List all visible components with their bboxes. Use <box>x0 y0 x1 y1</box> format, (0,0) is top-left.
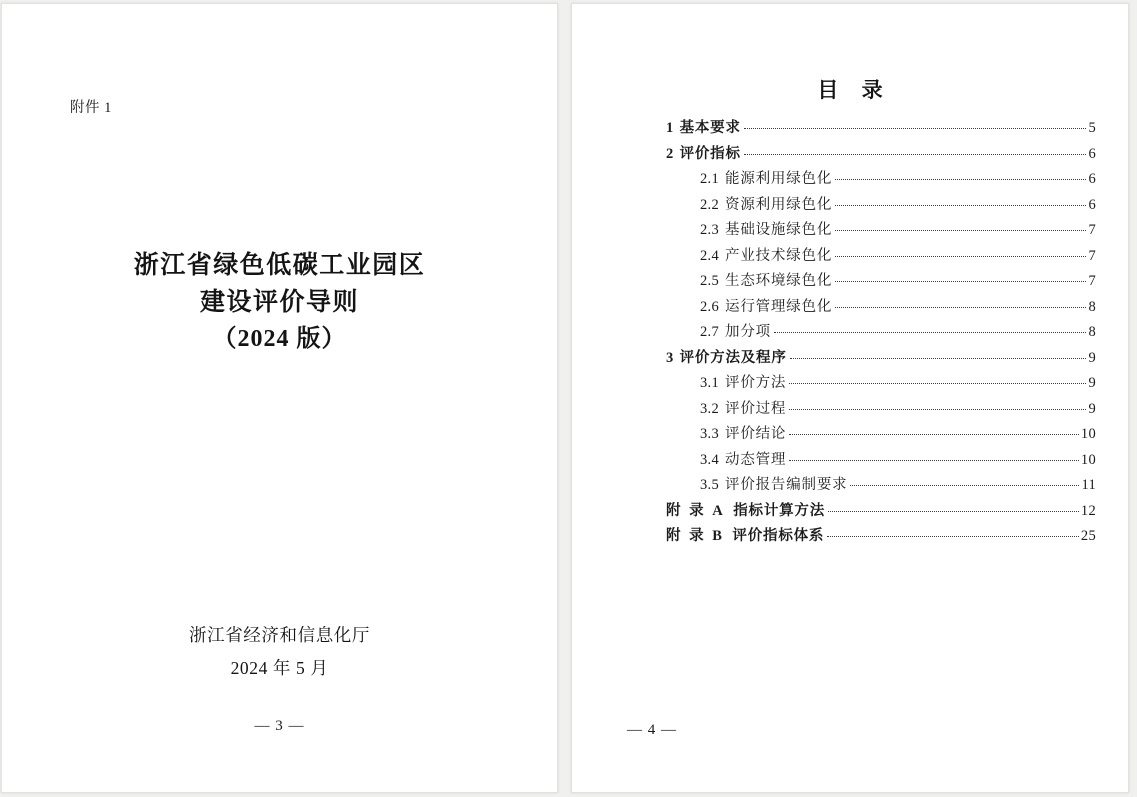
toc-leader-dots <box>835 269 1086 282</box>
toc-entry-title: 产业技术绿色化 <box>725 247 833 264</box>
page-number-right: — 4 — <box>627 722 677 738</box>
toc-entry-title: 评价过程 <box>725 400 787 417</box>
toc-page <box>571 3 1129 793</box>
toc-leader-dots <box>774 320 1087 333</box>
toc-entry[interactable] <box>666 193 1096 219</box>
toc-entry-page: 9 <box>1088 349 1096 366</box>
toc-leader-dots <box>790 345 1087 358</box>
toc-entry-page: 7 <box>1088 247 1096 264</box>
toc-entry-number: 1 <box>666 120 674 136</box>
toc-entry-page: 8 <box>1088 298 1096 315</box>
toc-entry-number: 3 <box>666 349 674 366</box>
toc-leader-dots <box>835 294 1086 307</box>
toc-entry-title: 评价报告编制要求 <box>725 477 848 493</box>
toc-entry-page: 7 <box>1088 273 1096 289</box>
toc-entry-page: 10 <box>1080 426 1096 442</box>
toc-entry-number: 3.3 <box>700 426 720 442</box>
toc-entry[interactable] <box>666 269 1096 295</box>
toc-entry[interactable] <box>666 218 1096 244</box>
toc-entry[interactable] <box>666 295 1096 321</box>
toc-leader-dots <box>835 218 1086 231</box>
toc-list <box>666 116 1096 550</box>
toc-entry-page: 12 <box>1080 502 1096 519</box>
toc-entry-title: 能源利用绿色化 <box>725 171 833 187</box>
toc-entry-page: 25 <box>1080 528 1096 544</box>
cover-title-line-1: 浙江省绿色低碳工业园区 <box>133 252 426 279</box>
toc-entry-page: 11 <box>1081 477 1096 493</box>
toc-leader-dots <box>789 422 1079 435</box>
toc-entry-title: 评价方法 <box>725 375 787 391</box>
toc-leader-dots <box>789 447 1079 460</box>
toc-entry-page: 9 <box>1088 400 1096 417</box>
page-number-left: — 3 — <box>254 718 305 734</box>
toc-entry-number: 附 录 B <box>666 528 725 544</box>
toc-entry-number: 2.3 <box>700 222 720 238</box>
toc-entry-page: 9 <box>1088 375 1096 391</box>
toc-entry-title: 基本要求 <box>679 120 741 136</box>
toc-title: 目 录 <box>817 78 892 102</box>
toc-leader-dots <box>789 396 1086 409</box>
toc-entry-title: 加分项 <box>725 324 771 340</box>
toc-leader-dots <box>789 371 1086 384</box>
toc-entry[interactable] <box>666 524 1096 550</box>
issue-date: 2024 年 5 月 <box>230 658 329 678</box>
toc-entry-title: 运行管理绿色化 <box>725 298 833 315</box>
toc-entry-page: 10 <box>1080 451 1096 468</box>
toc-entry-number: 2 <box>666 145 674 162</box>
toc-entry-number: 3.5 <box>700 477 720 493</box>
toc-entry-title: 资源利用绿色化 <box>725 196 833 213</box>
attachment-label: 附件 1 <box>70 100 112 116</box>
toc-entry-page: 5 <box>1088 120 1096 136</box>
toc-entry-title: 动态管理 <box>725 451 787 468</box>
toc-entry[interactable] <box>666 371 1096 397</box>
toc-entry-page: 8 <box>1088 324 1096 340</box>
toc-leader-dots <box>835 192 1086 205</box>
toc-entry[interactable] <box>666 116 1096 142</box>
toc-entry-number: 3.1 <box>700 375 720 391</box>
cover-title-version: （2024 版） <box>212 326 347 352</box>
toc-entry-title: 指标计算方法 <box>733 502 826 519</box>
toc-entry-title: 评价指标体系 <box>732 528 825 544</box>
toc-leader-dots <box>744 116 1087 129</box>
toc-leader-dots <box>744 141 1087 154</box>
toc-entry-title: 评价方法及程序 <box>679 349 787 366</box>
toc-entry-number: 2.1 <box>700 171 720 187</box>
toc-entry-title: 评价指标 <box>679 145 741 162</box>
toc-entry[interactable] <box>666 397 1096 423</box>
toc-leader-dots <box>850 473 1079 486</box>
toc-entry[interactable] <box>666 167 1096 193</box>
toc-entry[interactable] <box>666 320 1096 346</box>
toc-entry[interactable] <box>666 346 1096 372</box>
cover-title <box>2 247 557 358</box>
toc-leader-dots <box>835 243 1086 256</box>
toc-entry-number: 3.4 <box>700 451 720 468</box>
toc-entry-number: 2.4 <box>700 247 720 264</box>
toc-entry-title: 生态环境绿色化 <box>725 273 833 289</box>
cover-title-line-2: 建设评价导则 <box>199 289 359 316</box>
toc-entry-number: 2.6 <box>700 298 720 315</box>
toc-entry-title: 评价结论 <box>725 426 787 442</box>
toc-entry-page: 6 <box>1088 145 1096 162</box>
toc-entry-number: 3.2 <box>700 400 720 417</box>
toc-entry-page: 6 <box>1088 171 1096 187</box>
toc-leader-dots <box>828 498 1079 511</box>
issuing-organization: 浙江省经济和信息化厅 <box>189 625 370 645</box>
toc-entry[interactable] <box>666 473 1096 499</box>
cover-footer <box>2 619 557 685</box>
toc-leader-dots <box>835 167 1086 180</box>
toc-entry[interactable] <box>666 142 1096 168</box>
toc-entry[interactable] <box>666 499 1096 525</box>
toc-leader-dots <box>827 524 1079 537</box>
toc-entry-number: 2.5 <box>700 273 720 289</box>
cover-page <box>1 3 558 793</box>
toc-entry-title: 基础设施绿色化 <box>725 222 833 238</box>
toc-entry[interactable] <box>666 448 1096 474</box>
toc-entry-page: 6 <box>1088 196 1096 213</box>
toc-entry-page: 7 <box>1088 222 1096 238</box>
toc-entry-number: 2.7 <box>700 324 720 340</box>
toc-entry-number: 附 录 A <box>666 502 726 519</box>
toc-entry[interactable] <box>666 244 1096 270</box>
toc-entry[interactable] <box>666 422 1096 448</box>
toc-entry-number: 2.2 <box>700 196 720 213</box>
